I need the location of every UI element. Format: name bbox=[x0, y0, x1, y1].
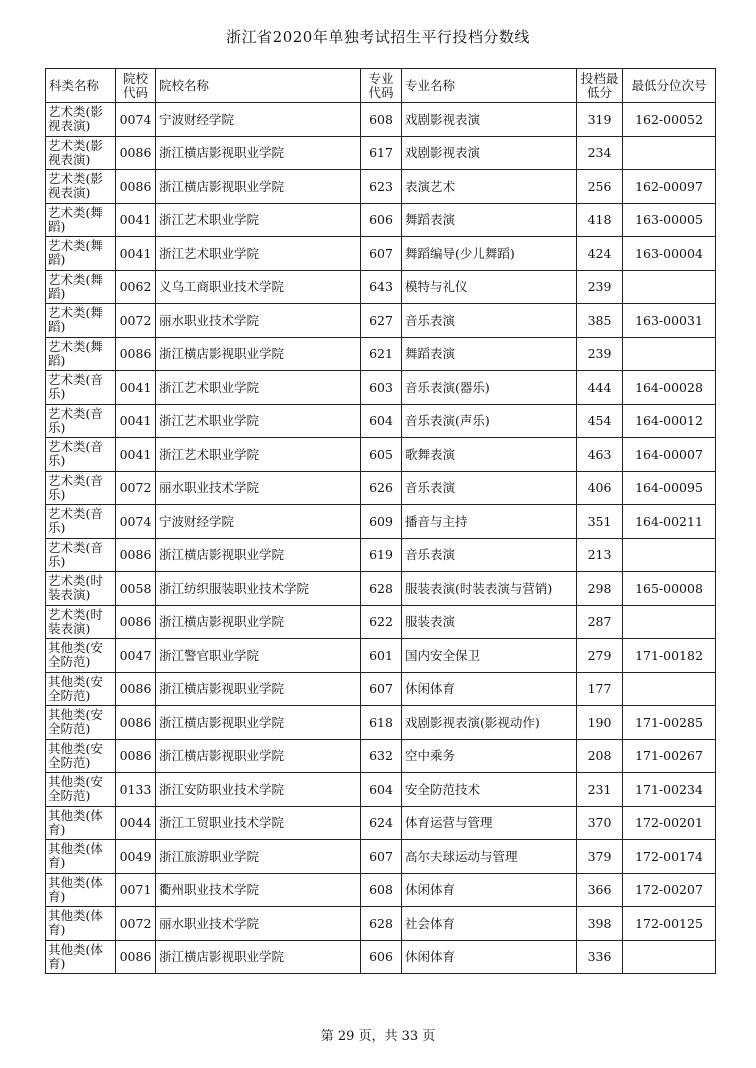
cell-school-name: 浙江艺术职业学院 bbox=[156, 237, 361, 271]
cell-school-code: 0086 bbox=[116, 136, 156, 170]
cell-school-code: 0041 bbox=[116, 404, 156, 438]
cell-major-code: 608 bbox=[361, 873, 402, 907]
table-row bbox=[46, 438, 716, 472]
cell-major-name: 安全防范技术 bbox=[402, 773, 577, 807]
cell-school-name: 浙江横店影视职业学院 bbox=[156, 170, 361, 204]
cell-min-rank: 171-00267 bbox=[623, 739, 716, 773]
cell-min-score: 454 bbox=[577, 404, 623, 438]
table-row bbox=[46, 907, 716, 941]
cell-category: 艺术类(影视表演) bbox=[46, 103, 116, 137]
cell-school-code: 0086 bbox=[116, 672, 156, 706]
cell-major-code: 621 bbox=[361, 337, 402, 371]
cell-major-name: 休闲体育 bbox=[402, 672, 577, 706]
cell-category: 艺术类(影视表演) bbox=[46, 136, 116, 170]
cell-major-code: 607 bbox=[361, 672, 402, 706]
cell-school-code: 0041 bbox=[116, 438, 156, 472]
table-row bbox=[46, 337, 716, 371]
cell-school-code: 0086 bbox=[116, 706, 156, 740]
cell-school-name: 浙江警官职业学院 bbox=[156, 639, 361, 673]
cell-school-name: 浙江艺术职业学院 bbox=[156, 371, 361, 405]
cell-min-score: 239 bbox=[577, 270, 623, 304]
cell-min-rank: 164-00211 bbox=[623, 505, 716, 539]
cell-min-score: 190 bbox=[577, 706, 623, 740]
cell-major-code: 603 bbox=[361, 371, 402, 405]
table-row bbox=[46, 572, 716, 606]
cell-school-code: 0044 bbox=[116, 806, 156, 840]
cell-school-name: 丽水职业技术学院 bbox=[156, 907, 361, 941]
table-row bbox=[46, 739, 716, 773]
cell-min-rank: 163-00005 bbox=[623, 203, 716, 237]
cell-min-score: 351 bbox=[577, 505, 623, 539]
cell-min-score: 406 bbox=[577, 471, 623, 505]
cell-min-rank: 171-00234 bbox=[623, 773, 716, 807]
cell-min-rank bbox=[623, 270, 716, 304]
cell-min-score: 424 bbox=[577, 237, 623, 271]
cell-min-rank: 162-00097 bbox=[623, 170, 716, 204]
header-major-name: 专业名称 bbox=[402, 69, 577, 103]
cell-major-name: 戏剧影视表演 bbox=[402, 103, 577, 137]
cell-major-name: 休闲体育 bbox=[402, 940, 577, 974]
cell-category: 其他类(安全防范) bbox=[46, 739, 116, 773]
cell-category: 艺术类(舞蹈) bbox=[46, 203, 116, 237]
cell-min-score: 213 bbox=[577, 538, 623, 572]
cell-min-rank: 164-00028 bbox=[623, 371, 716, 405]
cell-min-score: 298 bbox=[577, 572, 623, 606]
cell-school-code: 0086 bbox=[116, 337, 156, 371]
cell-min-score: 319 bbox=[577, 103, 623, 137]
cell-major-code: 628 bbox=[361, 907, 402, 941]
table-row bbox=[46, 170, 716, 204]
table-row bbox=[46, 371, 716, 405]
cell-major-name: 休闲体育 bbox=[402, 873, 577, 907]
table-row bbox=[46, 706, 716, 740]
cell-major-name: 表演艺术 bbox=[402, 170, 577, 204]
page-footer: 第 29 页，共 33 页 bbox=[320, 1029, 436, 1044]
cell-min-score: 418 bbox=[577, 203, 623, 237]
table-row bbox=[46, 103, 716, 137]
table-row bbox=[46, 136, 716, 170]
cell-min-rank: 164-00007 bbox=[623, 438, 716, 472]
cell-school-name: 浙江安防职业技术学院 bbox=[156, 773, 361, 807]
cell-major-name: 播音与主持 bbox=[402, 505, 577, 539]
cell-min-score: 370 bbox=[577, 806, 623, 840]
cell-school-code: 0041 bbox=[116, 237, 156, 271]
cell-school-code: 0071 bbox=[116, 873, 156, 907]
table-row bbox=[46, 538, 716, 572]
cell-school-code: 0086 bbox=[116, 170, 156, 204]
cell-min-score: 398 bbox=[577, 907, 623, 941]
cell-major-code: 606 bbox=[361, 203, 402, 237]
cell-min-rank: 164-00012 bbox=[623, 404, 716, 438]
cell-major-code: 617 bbox=[361, 136, 402, 170]
table-row bbox=[46, 270, 716, 304]
cell-category: 艺术类(音乐) bbox=[46, 371, 116, 405]
cell-school-name: 浙江旅游职业学院 bbox=[156, 840, 361, 874]
cell-major-code: 607 bbox=[361, 237, 402, 271]
cell-category: 其他类(安全防范) bbox=[46, 639, 116, 673]
cell-major-code: 622 bbox=[361, 605, 402, 639]
cell-school-name: 丽水职业技术学院 bbox=[156, 304, 361, 338]
cell-category: 艺术类(舞蹈) bbox=[46, 237, 116, 271]
cell-min-rank: 162-00052 bbox=[623, 103, 716, 137]
cell-major-name: 国内安全保卫 bbox=[402, 639, 577, 673]
cell-school-code: 0072 bbox=[116, 907, 156, 941]
cell-category: 艺术类(音乐) bbox=[46, 538, 116, 572]
cell-min-score: 385 bbox=[577, 304, 623, 338]
header-min-score: 投档最低分 bbox=[577, 69, 623, 103]
cell-major-code: 618 bbox=[361, 706, 402, 740]
cell-min-score: 279 bbox=[577, 639, 623, 673]
table-row bbox=[46, 605, 716, 639]
cell-school-name: 浙江横店影视职业学院 bbox=[156, 739, 361, 773]
cell-min-rank: 172-00125 bbox=[623, 907, 716, 941]
cell-min-score: 177 bbox=[577, 672, 623, 706]
cell-school-code: 0058 bbox=[116, 572, 156, 606]
cell-major-name: 戏剧影视表演(影视动作) bbox=[402, 706, 577, 740]
cell-school-name: 义乌工商职业技术学院 bbox=[156, 270, 361, 304]
cell-school-code: 0041 bbox=[116, 371, 156, 405]
table-row bbox=[46, 840, 716, 874]
header-major-code: 专业代码 bbox=[361, 69, 402, 103]
cell-min-rank: 172-00174 bbox=[623, 840, 716, 874]
cell-school-name: 宁波财经学院 bbox=[156, 505, 361, 539]
cell-major-name: 音乐表演(器乐) bbox=[402, 371, 577, 405]
table-row bbox=[46, 237, 716, 271]
table-row bbox=[46, 639, 716, 673]
cell-school-name: 浙江横店影视职业学院 bbox=[156, 337, 361, 371]
table-row bbox=[46, 203, 716, 237]
cell-min-rank: 171-00285 bbox=[623, 706, 716, 740]
cell-school-code: 0086 bbox=[116, 739, 156, 773]
cell-major-name: 服装表演 bbox=[402, 605, 577, 639]
cell-school-name: 浙江横店影视职业学院 bbox=[156, 538, 361, 572]
cell-major-name: 舞蹈编导(少儿舞蹈) bbox=[402, 237, 577, 271]
table-row bbox=[46, 404, 716, 438]
cell-min-score: 239 bbox=[577, 337, 623, 371]
cell-min-rank bbox=[623, 136, 716, 170]
cell-category: 艺术类(音乐) bbox=[46, 438, 116, 472]
cell-school-code: 0086 bbox=[116, 940, 156, 974]
cell-major-code: 624 bbox=[361, 806, 402, 840]
cell-category: 其他类(安全防范) bbox=[46, 773, 116, 807]
cell-category: 艺术类(舞蹈) bbox=[46, 337, 116, 371]
page-title: 浙江省2020年单独考试招生平行投档分数线 bbox=[226, 28, 530, 46]
table-row bbox=[46, 940, 716, 974]
cell-school-code: 0047 bbox=[116, 639, 156, 673]
cell-major-code: 604 bbox=[361, 404, 402, 438]
cell-major-name: 音乐表演 bbox=[402, 471, 577, 505]
cell-min-rank: 163-00004 bbox=[623, 237, 716, 271]
cell-category: 艺术类(音乐) bbox=[46, 505, 116, 539]
cell-major-code: 623 bbox=[361, 170, 402, 204]
cell-major-code: 643 bbox=[361, 270, 402, 304]
table-row bbox=[46, 304, 716, 338]
cell-school-code: 0062 bbox=[116, 270, 156, 304]
cell-category: 艺术类(时装表演) bbox=[46, 572, 116, 606]
cell-category: 其他类(安全防范) bbox=[46, 672, 116, 706]
cell-major-name: 体育运营与管理 bbox=[402, 806, 577, 840]
cell-school-name: 浙江艺术职业学院 bbox=[156, 404, 361, 438]
cell-school-name: 浙江工贸职业技术学院 bbox=[156, 806, 361, 840]
cell-category: 其他类(体育) bbox=[46, 873, 116, 907]
cell-school-name: 丽水职业技术学院 bbox=[156, 471, 361, 505]
cell-category: 艺术类(影视表演) bbox=[46, 170, 116, 204]
table-body bbox=[46, 103, 716, 974]
cell-school-name: 浙江横店影视职业学院 bbox=[156, 672, 361, 706]
cell-category: 艺术类(音乐) bbox=[46, 471, 116, 505]
cell-min-score: 444 bbox=[577, 371, 623, 405]
cell-school-name: 浙江纺织服装职业技术学院 bbox=[156, 572, 361, 606]
cell-min-score: 231 bbox=[577, 773, 623, 807]
cell-school-name: 浙江艺术职业学院 bbox=[156, 438, 361, 472]
table-row bbox=[46, 672, 716, 706]
cell-min-rank: 165-00008 bbox=[623, 572, 716, 606]
cell-major-name: 歌舞表演 bbox=[402, 438, 577, 472]
table-row bbox=[46, 471, 716, 505]
cell-category: 其他类(体育) bbox=[46, 907, 116, 941]
cell-category: 其他类(体育) bbox=[46, 806, 116, 840]
cell-major-name: 音乐表演 bbox=[402, 538, 577, 572]
cell-major-code: 605 bbox=[361, 438, 402, 472]
cell-min-score: 463 bbox=[577, 438, 623, 472]
cell-school-name: 衢州职业技术学院 bbox=[156, 873, 361, 907]
cell-major-code: 604 bbox=[361, 773, 402, 807]
cell-min-score: 366 bbox=[577, 873, 623, 907]
cell-category: 其他类(安全防范) bbox=[46, 706, 116, 740]
cell-category: 艺术类(时装表演) bbox=[46, 605, 116, 639]
cell-school-code: 0133 bbox=[116, 773, 156, 807]
cell-category: 其他类(体育) bbox=[46, 840, 116, 874]
table-header-row bbox=[46, 69, 716, 103]
header-min-rank: 最低分位次号 bbox=[623, 69, 716, 103]
cell-school-name: 浙江横店影视职业学院 bbox=[156, 605, 361, 639]
cell-min-score: 287 bbox=[577, 605, 623, 639]
cell-min-rank bbox=[623, 672, 716, 706]
cell-major-code: 608 bbox=[361, 103, 402, 137]
cell-min-rank: 172-00207 bbox=[623, 873, 716, 907]
cell-category: 艺术类(舞蹈) bbox=[46, 304, 116, 338]
table-row bbox=[46, 773, 716, 807]
cell-major-name: 戏剧影视表演 bbox=[402, 136, 577, 170]
cell-school-code: 0074 bbox=[116, 505, 156, 539]
admission-table bbox=[45, 68, 716, 974]
cell-major-code: 632 bbox=[361, 739, 402, 773]
cell-min-rank: 164-00095 bbox=[623, 471, 716, 505]
cell-major-name: 服装表演(时装表演与营销) bbox=[402, 572, 577, 606]
cell-min-rank: 171-00182 bbox=[623, 639, 716, 673]
header-school-code: 院校代码 bbox=[116, 69, 156, 103]
cell-min-rank bbox=[623, 605, 716, 639]
cell-school-code: 0049 bbox=[116, 840, 156, 874]
cell-major-code: 606 bbox=[361, 940, 402, 974]
cell-school-code: 0041 bbox=[116, 203, 156, 237]
cell-major-name: 舞蹈表演 bbox=[402, 203, 577, 237]
cell-major-code: 626 bbox=[361, 471, 402, 505]
cell-min-score: 256 bbox=[577, 170, 623, 204]
header-school-name: 院校名称 bbox=[156, 69, 361, 103]
cell-major-name: 音乐表演(声乐) bbox=[402, 404, 577, 438]
cell-min-rank bbox=[623, 940, 716, 974]
table-row bbox=[46, 505, 716, 539]
cell-school-name: 浙江横店影视职业学院 bbox=[156, 136, 361, 170]
cell-school-name: 浙江艺术职业学院 bbox=[156, 203, 361, 237]
cell-major-name: 舞蹈表演 bbox=[402, 337, 577, 371]
cell-min-score: 379 bbox=[577, 840, 623, 874]
header-category: 科类名称 bbox=[46, 69, 116, 103]
cell-school-code: 0072 bbox=[116, 471, 156, 505]
table-row bbox=[46, 873, 716, 907]
cell-major-name: 音乐表演 bbox=[402, 304, 577, 338]
cell-school-name: 宁波财经学院 bbox=[156, 103, 361, 137]
cell-school-code: 0072 bbox=[116, 304, 156, 338]
cell-major-code: 628 bbox=[361, 572, 402, 606]
cell-major-code: 607 bbox=[361, 840, 402, 874]
cell-min-score: 208 bbox=[577, 739, 623, 773]
cell-min-rank bbox=[623, 538, 716, 572]
cell-category: 艺术类(舞蹈) bbox=[46, 270, 116, 304]
cell-min-rank: 172-00201 bbox=[623, 806, 716, 840]
cell-school-name: 浙江横店影视职业学院 bbox=[156, 940, 361, 974]
cell-category: 其他类(体育) bbox=[46, 940, 116, 974]
cell-major-name: 社会体育 bbox=[402, 907, 577, 941]
cell-major-code: 601 bbox=[361, 639, 402, 673]
cell-min-score: 336 bbox=[577, 940, 623, 974]
cell-major-code: 609 bbox=[361, 505, 402, 539]
cell-major-code: 619 bbox=[361, 538, 402, 572]
cell-category: 艺术类(音乐) bbox=[46, 404, 116, 438]
cell-major-name: 模特与礼仪 bbox=[402, 270, 577, 304]
cell-min-rank bbox=[623, 337, 716, 371]
cell-school-code: 0074 bbox=[116, 103, 156, 137]
cell-major-name: 高尔夫球运动与管理 bbox=[402, 840, 577, 874]
cell-school-code: 0086 bbox=[116, 605, 156, 639]
cell-min-rank: 163-00031 bbox=[623, 304, 716, 338]
cell-min-score: 234 bbox=[577, 136, 623, 170]
cell-major-code: 627 bbox=[361, 304, 402, 338]
cell-major-name: 空中乘务 bbox=[402, 739, 577, 773]
cell-school-code: 0086 bbox=[116, 538, 156, 572]
table-row bbox=[46, 806, 716, 840]
cell-school-name: 浙江横店影视职业学院 bbox=[156, 706, 361, 740]
